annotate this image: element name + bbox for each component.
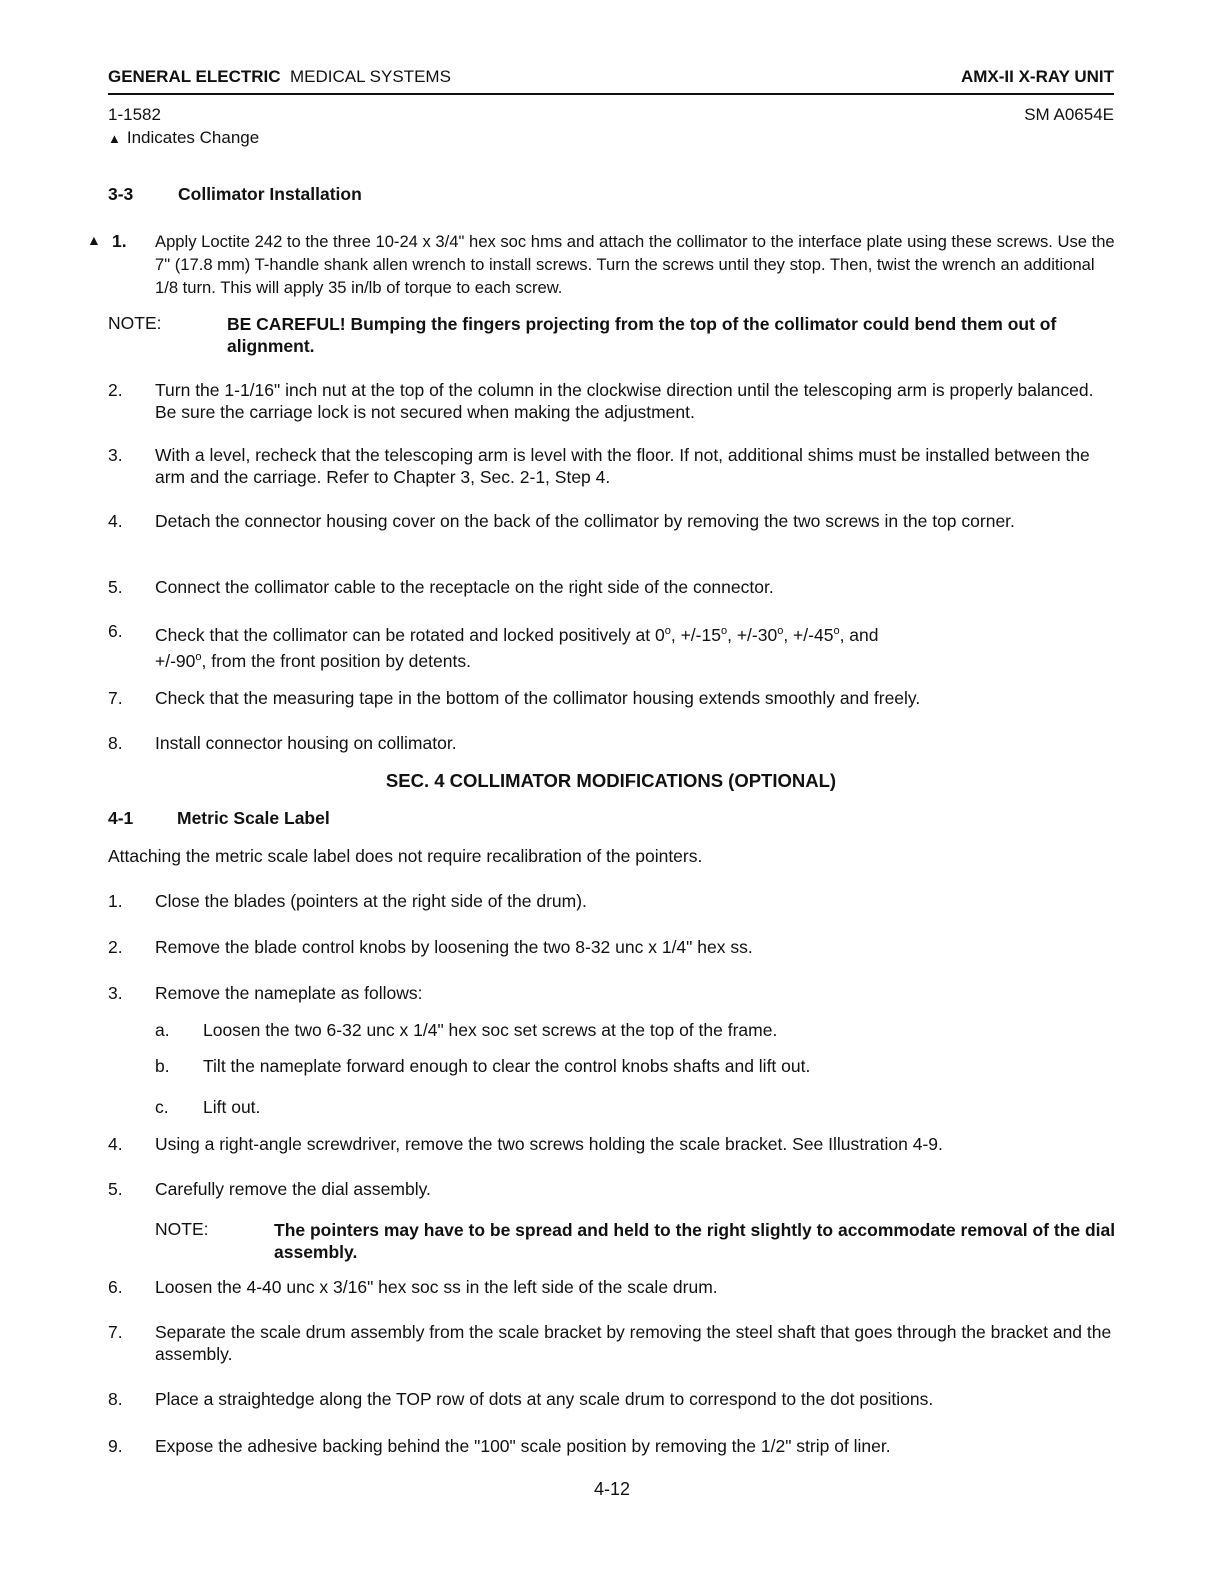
- step-text: Close the blades (pointers at the right side of the drum).: [155, 891, 587, 911]
- change-triangle-icon: ▲: [108, 131, 121, 146]
- step-number: 9.: [108, 1436, 123, 1456]
- subsection-title: Metric Scale Label: [177, 808, 330, 828]
- change-legend: [108, 128, 259, 148]
- step-text: Remove the nameplate as follows:: [155, 983, 423, 1003]
- step-text: Expose the adhesive backing behind the "100" scale position by removing the 1/2" strip of liner.: [155, 1436, 891, 1456]
- step-text: Using a right-angle screwdriver, remove the two screws holding the scale bracket. See Illustration 4-9.: [155, 1134, 943, 1154]
- company-name: GENERAL ELECTRIC: [108, 67, 281, 86]
- step-text: Check that the measuring tape in the bottom of the collimator housing extends smoothly and freely.: [155, 688, 921, 708]
- substep-text: Lift out.: [203, 1097, 261, 1117]
- section-title: Collimator Installation: [178, 184, 362, 204]
- step-number: 6.: [108, 621, 123, 641]
- step-text: Detach the connector housing cover on the back of the collimator by removing the two screws in the top corner.: [155, 511, 1015, 531]
- step-number: 3.: [108, 983, 123, 1003]
- substep-text: Tilt the nameplate forward enough to clear the control knobs shafts and lift out.: [203, 1056, 811, 1076]
- step-number: 5.: [108, 577, 123, 597]
- step-text: Loosen the 4-40 unc x 3/16" hex soc ss in the left side of the scale drum.: [155, 1277, 718, 1297]
- step-number: 7.: [108, 1322, 123, 1342]
- sm-code: SM A0654E: [1024, 105, 1114, 124]
- step-number: 3.: [108, 445, 123, 465]
- note-text: BE CAREFUL! Bumping the fingers projecting from the top of the collimator could bend them out of alignment.: [227, 314, 1057, 356]
- section-heading: SEC. 4 COLLIMATOR MODIFICATIONS (OPTIONAL): [385, 770, 837, 791]
- step-text: Remove the blade control knobs by loosening the two 8-32 unc x 1/4" hex ss.: [155, 937, 753, 957]
- step-text: Turn the 1-1/16" inch nut at the top of the column in the clockwise direction until the telescoping arm is properly balanced. Be sure the carriage lock is not secured when making the adjustment.: [155, 380, 1094, 422]
- step-text: Carefully remove the dial assembly.: [155, 1179, 431, 1199]
- section-number: 3-3: [108, 184, 134, 204]
- step-text: Check that the collimator can be rotated and locked positively at $0^o$, $+/-15^o$, $+/-30^o$, $+/-45^o$, and $+/-90^o$, from the front position by detents.: [155, 624, 879, 671]
- step-text: Place a straightedge along the TOP row of dots at any scale drum to correspond to the dot positions.: [155, 1389, 934, 1409]
- step-text: Connect the collimator cable to the receptacle on the right side of the connector.: [155, 577, 774, 597]
- header-rule: [108, 93, 1114, 95]
- note-text: The pointers may have to be spread and held to the right slightly to accommodate removal of the dial assembly.: [274, 1220, 1116, 1262]
- note-label: NOTE:: [108, 313, 162, 333]
- step-text: Separate the scale drum assembly from the scale bracket by removing the steel shaft that goes through the bracket and the assembly.: [155, 1322, 1112, 1364]
- product-name: AMX-II X-RAY UNIT: [960, 67, 1114, 86]
- step-number: 7.: [108, 688, 123, 708]
- substep-letter: a.: [155, 1020, 170, 1040]
- substep-text: Loosen the two 6-32 unc x 1/4" hex soc set screws at the top of the frame.: [203, 1020, 778, 1040]
- division-name: MEDICAL SYSTEMS: [290, 67, 451, 86]
- subsection-number: 4-1: [108, 808, 134, 828]
- step-number: 5.: [108, 1179, 123, 1199]
- step-number: 4.: [108, 511, 123, 531]
- intro-paragraph: Attaching the metric scale label does not require recalibration of the pointers.: [108, 846, 703, 866]
- substep-letter: c.: [155, 1097, 169, 1117]
- step-number: 1.: [108, 891, 123, 911]
- change-legend-text: Indicates Change: [126, 128, 260, 147]
- change-triangle-icon: ▲: [87, 232, 101, 248]
- step-text: Apply Loctite 242 to the three 10-24 x 3/4" hex soc hms and attach the collimator to the interface plate using these screws. Use the 7" (17.8 mm) T-handle shank allen wrench to install screws. Turn the screws until they stop. Then, twist the wrench an additional 1/8 turn. This will apply 35 in/lb of torque to each screw.: [155, 232, 1115, 297]
- step-number: 8.: [108, 733, 123, 753]
- substep-letter: b.: [155, 1056, 170, 1076]
- step-text: With a level, recheck that the telescoping arm is level with the floor. If not, additional shims must be installed between the arm and the carriage. Refer to Chapter 3, Sec. 2-1, Step 4.: [155, 445, 1090, 487]
- step-number: 2.: [108, 380, 123, 400]
- step-number: 2.: [108, 937, 123, 957]
- doc-code: 1-1582: [108, 105, 161, 124]
- page-number: 4-12: [593, 1479, 631, 1499]
- step-number: 1.: [112, 231, 127, 251]
- step-number: 6.: [108, 1277, 123, 1297]
- note-label: NOTE:: [155, 1219, 209, 1239]
- step-number: 8.: [108, 1389, 123, 1409]
- step-text: Install connector housing on collimator.: [155, 733, 457, 753]
- header-company-line: [108, 67, 451, 87]
- step-number: 4.: [108, 1134, 123, 1154]
